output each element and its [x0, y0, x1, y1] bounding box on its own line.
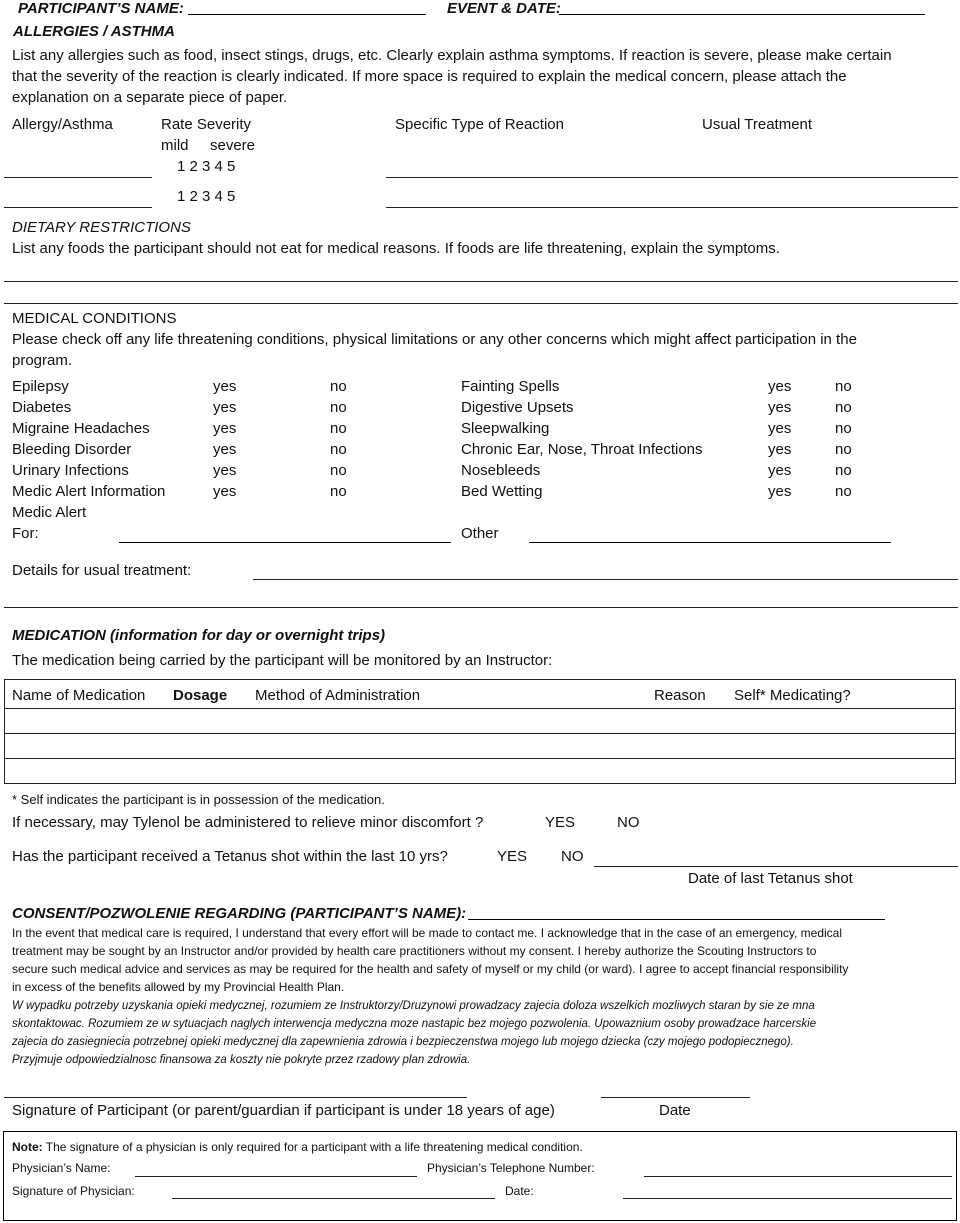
migraine-yes[interactable]: yes	[213, 420, 237, 437]
condition-bed-wetting: Bed Wetting	[461, 483, 543, 500]
sleepwalking-no[interactable]: no	[835, 420, 852, 437]
medication-row-1[interactable]	[4, 709, 956, 734]
physician-signature-label: Signature of Physician:	[12, 1184, 135, 1198]
physician-phone-label: Physician’s Telephone Number:	[427, 1161, 595, 1175]
col-medication-name: Name of Medication	[12, 687, 146, 704]
fainting-yes[interactable]: yes	[768, 378, 792, 395]
participant-name-field[interactable]	[188, 14, 426, 15]
physician-name-label: Physician’s Name:	[12, 1161, 111, 1175]
dietary-title: DIETARY RESTRICTIONS	[12, 219, 191, 236]
tylenol-yes[interactable]: YES	[545, 814, 576, 831]
fainting-no[interactable]: no	[835, 378, 852, 395]
condition-medic-alert-info: Medic Alert Information	[12, 483, 166, 500]
signature-date-field[interactable]	[601, 1097, 750, 1098]
col-method: Method of Administration	[255, 687, 421, 704]
physician-name-field[interactable]	[135, 1176, 417, 1177]
medic-alert-label: Medic Alert	[12, 504, 87, 521]
tetanus-date-label: Date of last Tetanus shot	[688, 870, 853, 887]
migraine-no[interactable]: no	[330, 420, 347, 437]
participant-signature-label: Signature of Participant (or parent/guardian if participant is under 18 years of age)	[12, 1102, 555, 1119]
digestive-yes[interactable]: yes	[768, 399, 792, 416]
medical-instructions-2: program.	[12, 352, 73, 369]
details-treatment-field-2[interactable]	[4, 607, 958, 608]
tetanus-question: Has the participant received a Tetanus shot within the last 10 yrs?	[12, 848, 448, 865]
urinary-no[interactable]: no	[330, 462, 347, 479]
col-dosage: Dosage	[173, 687, 228, 704]
dietary-field-1[interactable]	[4, 281, 958, 282]
diabetes-yes[interactable]: yes	[213, 399, 237, 416]
bleeding-yes[interactable]: yes	[213, 441, 237, 458]
medical-instructions-1: Please check off any life threatening conditions, physical limitations or any other concerns which might affect participation in the	[12, 331, 857, 348]
consent-en-line-4: in excess of the benefits allowed by my Provincial Health Plan.	[12, 980, 345, 994]
dietary-instructions: List any foods the participant should not eat for medical reasons. If foods are life threatening, explain the symptoms.	[12, 240, 780, 257]
tylenol-no[interactable]: NO	[617, 814, 640, 831]
allergy-field-1[interactable]	[4, 177, 152, 178]
self-footnote: * Self indicates the participant is in possession of the medication.	[12, 792, 385, 807]
epilepsy-no[interactable]: no	[330, 378, 347, 395]
signature-date-label: Date	[659, 1102, 691, 1119]
col-allergy-asthma: Allergy/Asthma	[12, 116, 113, 133]
condition-bleeding-disorder: Bleeding Disorder	[12, 441, 132, 458]
bed-wetting-no[interactable]: no	[835, 483, 852, 500]
physician-date-field[interactable]	[623, 1198, 952, 1199]
medication-row-2[interactable]	[4, 734, 956, 759]
consent-pl-line-4: Przyjmuje odpowiedzialnosc finansowa za koszty nie pokryte przez rzadowy plan zdrowia.	[12, 1054, 471, 1066]
reaction-field-1[interactable]	[386, 177, 958, 178]
dietary-field-2[interactable]	[4, 303, 958, 304]
physician-note	[12, 1140, 583, 1155]
medic-alert-for-label: For:	[12, 525, 39, 542]
condition-fainting-spells: Fainting Spells	[461, 378, 560, 395]
condition-digestive-upsets: Digestive Upsets	[461, 399, 574, 416]
consent-en-line-3: secure such medical advice and services as may be required for the health and safety of myself or my child (or ward). I agree to accept financial responsibility	[12, 962, 849, 976]
tetanus-yes[interactable]: YES	[497, 848, 528, 865]
col-reason: Reason	[654, 687, 706, 704]
consent-pl-line-1: W wypadku potrzeby uzyskania opieki medycznej, rozumiem ze Instruktorzy/Druzynowi prowadzacy zajecia doloza wszelkich mozliwych staran by sie ze mna	[12, 1000, 815, 1012]
consent-en-line-1: In the event that medical care is required, I understand that every effort will be made to contact me. I acknowledge that in the case of an emergency, medical	[12, 926, 843, 940]
col-usual-treatment: Usual Treatment	[702, 116, 813, 133]
nosebleeds-no[interactable]: no	[835, 462, 852, 479]
severity-severe-label: severe	[210, 137, 256, 154]
other-field[interactable]	[529, 542, 891, 543]
nosebleeds-yes[interactable]: yes	[768, 462, 792, 479]
severity-mild-label: mild	[161, 137, 189, 154]
consent-participant-name-field[interactable]	[468, 919, 885, 920]
epilepsy-yes[interactable]: yes	[213, 378, 237, 395]
other-label: Other	[461, 525, 499, 542]
allergies-instructions-2: that the severity of the reaction is clearly indicated. If more space is required to explain the medical concern, please attach the	[12, 68, 847, 85]
physician-note-text: The signature of a physician is only required for a participant with a life threatening medical condition.	[42, 1140, 583, 1154]
severity-scale-2[interactable]: 1 2 3 4 5	[177, 188, 236, 205]
digestive-no[interactable]: no	[835, 399, 852, 416]
medical-title: MEDICAL CONDITIONS	[12, 310, 177, 327]
medication-title: MEDICATION (information for day or overnight trips)	[12, 627, 386, 644]
diabetes-no[interactable]: no	[330, 399, 347, 416]
physician-phone-field[interactable]	[644, 1176, 952, 1177]
sleepwalking-yes[interactable]: yes	[768, 420, 792, 437]
condition-diabetes: Diabetes	[12, 399, 72, 416]
condition-urinary-infections: Urinary Infections	[12, 462, 129, 479]
details-treatment-field[interactable]	[253, 579, 958, 580]
bleeding-no[interactable]: no	[330, 441, 347, 458]
medic-alert-no[interactable]: no	[330, 483, 347, 500]
severity-scale-1[interactable]: 1 2 3 4 5	[177, 158, 236, 175]
col-rate-severity: Rate Severity	[161, 116, 252, 133]
medication-instructions: The medication being carried by the participant will be monitored by an Instructor:	[12, 652, 553, 669]
medic-alert-for-field[interactable]	[119, 542, 451, 543]
reaction-field-2[interactable]	[386, 207, 958, 208]
tetanus-date-field[interactable]	[594, 866, 958, 867]
participant-name-label: PARTICIPANT’S NAME:	[18, 0, 184, 17]
urinary-yes[interactable]: yes	[213, 462, 237, 479]
bed-wetting-yes[interactable]: yes	[768, 483, 792, 500]
consent-pl-line-3: zajecia do zasiegniecia potrzebnej opieki medycznej dla zapewnienia zdrowia i bezpieczenstwa mojego lub mojego dziecka (czy mojego podopiecznego).	[12, 1036, 794, 1048]
details-treatment-label: Details for usual treatment:	[12, 562, 192, 579]
event-date-label: EVENT & DATE:	[447, 0, 561, 17]
participant-signature-field[interactable]	[4, 1097, 467, 1098]
ent-yes[interactable]: yes	[768, 441, 792, 458]
condition-ent-infections: Chronic Ear, Nose, Throat Infections	[461, 441, 703, 458]
condition-epilepsy: Epilepsy	[12, 378, 69, 395]
physician-date-label: Date:	[505, 1184, 534, 1198]
medication-row-3[interactable]	[4, 759, 956, 784]
physician-signature-field[interactable]	[172, 1198, 495, 1199]
ent-no[interactable]: no	[835, 441, 852, 458]
tetanus-no[interactable]: NO	[561, 848, 584, 865]
condition-nosebleeds: Nosebleeds	[461, 462, 541, 479]
medic-alert-yes[interactable]: yes	[213, 483, 237, 500]
consent-en-line-2: treatment may be sought by an Instructor and/or provided by health care practitioners without my consent. I hereby authorize the Scouting Instructors to	[12, 944, 817, 958]
allergies-title: ALLERGIES / ASTHMA	[13, 23, 175, 40]
physician-note-bold: Note:	[12, 1140, 43, 1154]
condition-sleepwalking: Sleepwalking	[461, 420, 550, 437]
event-date-field[interactable]	[559, 14, 925, 15]
allergies-instructions-3: explanation on a separate piece of paper.	[12, 89, 288, 106]
col-self-medicating: Self* Medicating?	[734, 687, 851, 704]
condition-migraine: Migraine Headaches	[12, 420, 150, 437]
consent-title: CONSENT/POZWOLENIE REGARDING (PARTICIPANT’S NAME):	[12, 905, 467, 922]
col-specific-reaction: Specific Type of Reaction	[395, 116, 564, 133]
allergy-field-2[interactable]	[4, 207, 152, 208]
tylenol-question: If necessary, may Tylenol be administered to relieve minor discomfort ?	[12, 814, 484, 831]
allergies-instructions-1: List any allergies such as food, insect stings, drugs, etc. Clearly explain asthma symptoms. If reaction is severe, please make certain	[12, 47, 892, 64]
consent-pl-line-2: skontaktowac. Rozumiem ze w sytuacjach naglych interwencja medyczna moze nastapic bez mojego pozwolenia. Upowaznium osoby prowadzace harcerskie	[12, 1018, 817, 1030]
